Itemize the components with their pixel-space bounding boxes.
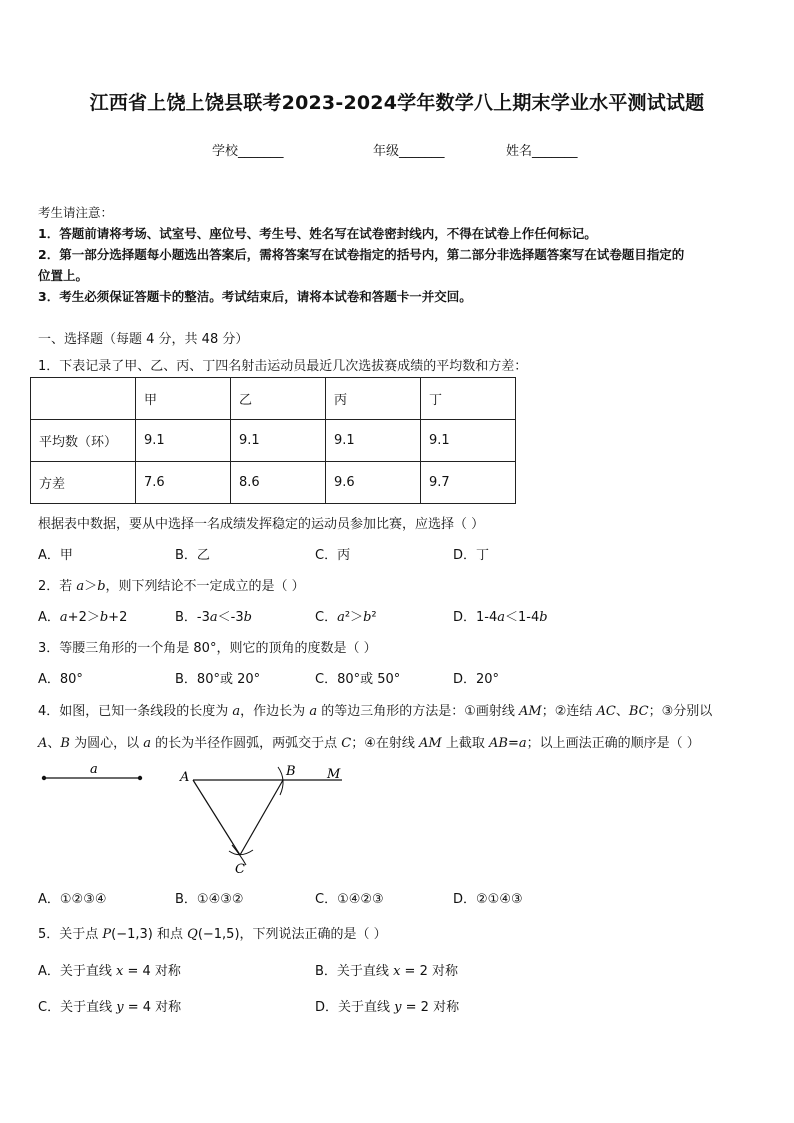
notice-item-2-cont: 位置上。 xyxy=(38,268,89,283)
opt-text: A． xyxy=(38,610,60,625)
q4-text: 的长为半径作圆弧，两弧交于点 xyxy=(151,736,342,751)
q4-var: BC xyxy=(628,704,649,719)
q3-option-d: D．20° xyxy=(453,672,500,687)
q4-text: 、 xyxy=(615,704,629,719)
q4-var: AM xyxy=(519,704,542,719)
label-B: B xyxy=(286,764,296,779)
q4-var: AB xyxy=(488,736,508,751)
notice-item-3: 3．考生必须保证答题卡的整洁。考试结束后，请将本试卷和答题卡一并交回。 xyxy=(38,289,472,304)
q3-stem: 3．等腰三角形的一个角是 80°，则它的顶角的度数是（ ） xyxy=(38,641,377,656)
table-cell: 7.6 xyxy=(136,462,231,504)
q5-var: Q xyxy=(187,927,198,942)
q3-option-c: C．80°或 50° xyxy=(315,672,401,687)
opt-var: a xyxy=(209,610,218,625)
opt-text: = 2 对称 xyxy=(400,964,458,979)
table-cell: 方差 xyxy=(31,462,136,504)
q4-text: ；②连结 xyxy=(541,704,597,719)
q4-text: 上截取 xyxy=(441,736,489,751)
opt-text: +2＞ xyxy=(67,610,100,625)
q1-option-b: B．乙 xyxy=(175,548,210,563)
q5-text: ，下列说法正确的是（ ） xyxy=(239,927,387,942)
opt-text: C． xyxy=(315,610,338,625)
q4-text: 为圆心，以 xyxy=(69,736,144,751)
table-row xyxy=(31,378,516,420)
label-M: M xyxy=(327,767,341,782)
label-a: a xyxy=(90,762,98,777)
q5-coord: (−1,3) xyxy=(111,927,153,942)
opt-var: y xyxy=(394,1000,402,1015)
opt-text: B．关于直线 xyxy=(315,964,394,979)
table-cell xyxy=(31,378,136,420)
table-cell: 9.7 xyxy=(421,462,516,504)
q4-var: A xyxy=(38,736,48,751)
q4-line-1 xyxy=(38,700,712,719)
q2-option-a xyxy=(38,606,127,625)
q4-var: AM xyxy=(419,736,442,751)
table-header: 甲 xyxy=(136,378,231,420)
q4-option-c: C．①④②③ xyxy=(315,892,384,907)
q2-stem xyxy=(38,575,305,594)
q1-option-c: C．丙 xyxy=(315,548,351,563)
q5-var: P xyxy=(102,927,112,942)
opt-text: ² xyxy=(371,610,377,625)
construction-figure xyxy=(0,755,400,880)
label-A: A xyxy=(180,770,190,785)
q4-option-b: B．①④③② xyxy=(175,892,244,907)
opt-text: B．-3 xyxy=(175,610,210,625)
opt-var: b xyxy=(243,610,252,625)
school-field: 学校_______ xyxy=(212,144,284,159)
q1-stem: 1．下表记录了甲、乙、丙、丁四名射击运动员最近几次选拔赛成绩的平均数和方差： xyxy=(38,359,528,374)
opt-var: b xyxy=(363,610,372,625)
notice-item-2: 2．第一部分选择题每小题选出答案后，需将答案写在试卷指定的括号内，第二部分非选择题答案写在试卷题目指定的 xyxy=(38,247,685,262)
opt-text: = 4 对称 xyxy=(123,964,181,979)
q4-var: AC xyxy=(596,704,616,719)
grade-field: 年级_______ xyxy=(373,144,445,159)
q4-var: a xyxy=(518,736,527,751)
q3-option-a: A．80° xyxy=(38,672,83,687)
opt-text: C．关于直线 xyxy=(38,1000,117,1015)
q2-option-c xyxy=(315,606,377,625)
q4-var: a xyxy=(232,704,241,719)
opt-text: D．1-4 xyxy=(453,610,498,625)
q4-text: ；③分别以 xyxy=(648,704,713,719)
opt-var: b xyxy=(99,610,109,625)
opt-text: D．关于直线 xyxy=(315,1000,395,1015)
q3-option-b: B．80°或 20° xyxy=(175,672,261,687)
segment-ac xyxy=(193,780,240,855)
section-heading: 一、选择题（每题 4 分，共 48 分） xyxy=(38,332,249,347)
q1-ask: 根据表中数据，要从中选择一名成绩发挥稳定的运动员参加比赛，应选择（ ） xyxy=(38,517,485,532)
opt-var: a xyxy=(497,610,506,625)
notice-item-1: 1．答题前请将考场、试室号、座位号、考生号、姓名写在试卷密封线内，不得在试卷上作任何标记。 xyxy=(38,226,597,241)
q4-option-a: A．①②③④ xyxy=(38,892,107,907)
q2-var: b xyxy=(97,579,106,594)
opt-var: x xyxy=(116,964,124,979)
q5-option-d xyxy=(315,996,459,1015)
table-row xyxy=(31,420,516,462)
q2-option-d xyxy=(453,606,548,625)
table-row xyxy=(31,462,516,504)
q2-text: 2．若 xyxy=(38,579,77,594)
q4-text: = xyxy=(507,736,519,751)
q1-option-a: A．甲 xyxy=(38,548,73,563)
q5-option-a xyxy=(38,960,181,979)
score-table xyxy=(30,377,516,504)
opt-text: A．关于直线 xyxy=(38,964,117,979)
exam-title: 江西省上饶上饶县联考2023-2024学年数学八上期末学业水平测试试题 xyxy=(89,92,705,114)
q4-text: ，作边长为 xyxy=(240,704,310,719)
name-field: 姓名_______ xyxy=(506,144,578,159)
table-header: 丁 xyxy=(421,378,516,420)
table-cell: 9.6 xyxy=(326,462,421,504)
q5-text: 和点 xyxy=(152,927,188,942)
opt-var: y xyxy=(116,1000,124,1015)
opt-var: a xyxy=(59,610,68,625)
opt-text: ²＞ xyxy=(344,610,364,625)
table-cell: 9.1 xyxy=(421,420,516,462)
notice-heading: 考生请注意： xyxy=(38,205,114,220)
opt-text: +2 xyxy=(108,610,128,625)
table-cell: 9.1 xyxy=(136,420,231,462)
opt-text: ＜1-4 xyxy=(505,610,540,625)
table-header: 乙 xyxy=(231,378,326,420)
opt-text: = 4 对称 xyxy=(123,1000,182,1015)
q4-line-2 xyxy=(38,732,700,751)
q5-coord: (−1,5) xyxy=(197,927,240,942)
q4-var: a xyxy=(309,704,318,719)
label-C: C xyxy=(235,862,245,877)
opt-text: ＜-3 xyxy=(217,610,244,625)
q4-text: 4．如图，已知一条线段的长度为 xyxy=(38,704,233,719)
opt-var: a xyxy=(337,610,345,625)
segment-bc xyxy=(240,780,283,855)
q5-option-c xyxy=(38,996,181,1015)
table-cell: 8.6 xyxy=(231,462,326,504)
q4-option-d: D．②①④③ xyxy=(453,892,523,907)
q4-text: ；以上画法正确的顺序是（ ） xyxy=(526,736,700,751)
q4-var: C xyxy=(341,736,352,751)
table-cell: 平均数（环） xyxy=(31,420,136,462)
table-cell: 9.1 xyxy=(231,420,326,462)
q2-option-b xyxy=(175,606,252,625)
q5-text: 5．关于点 xyxy=(38,927,103,942)
q4-var: a xyxy=(143,736,151,751)
opt-var: x xyxy=(393,964,401,979)
q2-text: ＞ xyxy=(84,579,98,594)
opt-text: = 2 对称 xyxy=(401,1000,460,1015)
table-cell: 9.1 xyxy=(326,420,421,462)
q4-text: 、 xyxy=(47,736,61,751)
q4-text: ；④在射线 xyxy=(351,736,420,751)
q2-var: a xyxy=(76,579,85,594)
table-header: 丙 xyxy=(326,378,421,420)
q2-text: ，则下列结论不一定成立的是（ ） xyxy=(105,579,305,594)
opt-var: b xyxy=(539,610,548,625)
q5-option-b xyxy=(315,960,458,979)
q1-option-d: D．丁 xyxy=(453,548,490,563)
q4-var: B xyxy=(60,736,70,751)
q4-text: 的等边三角形的方法是：①画射线 xyxy=(317,704,519,719)
q5-stem xyxy=(38,923,387,942)
